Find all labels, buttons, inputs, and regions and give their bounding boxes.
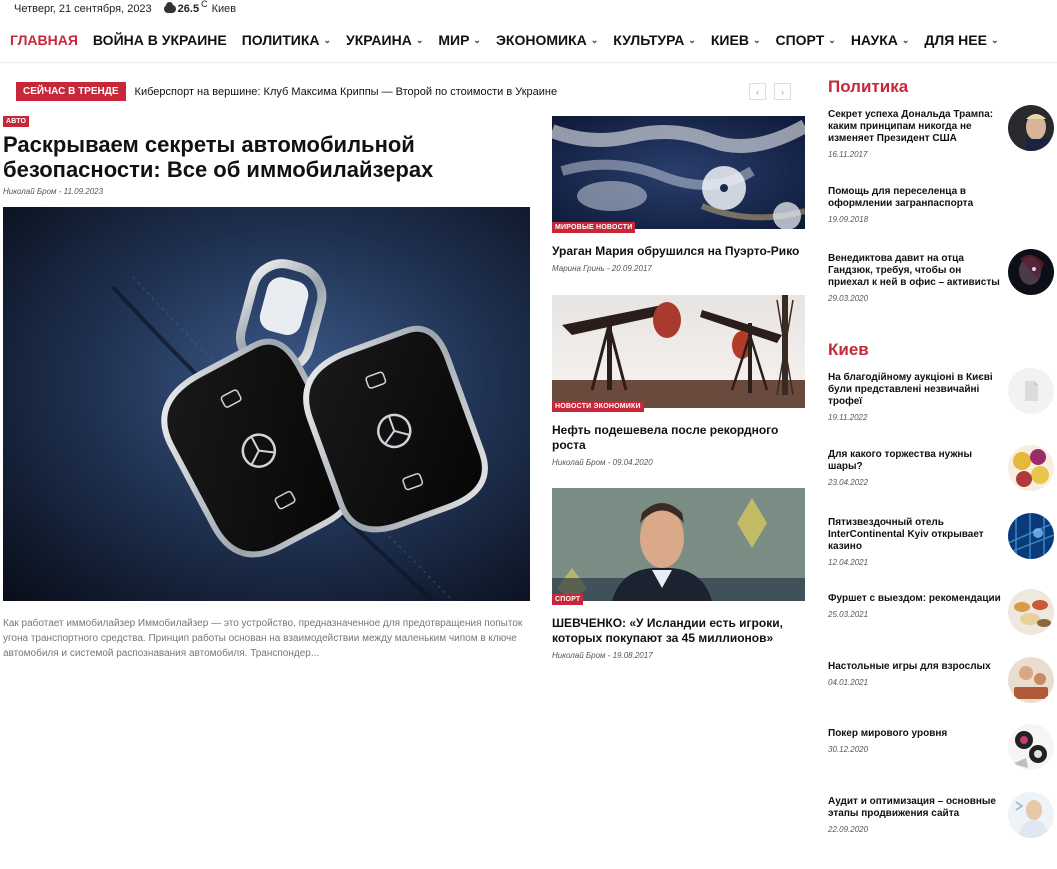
nav-label: ГЛАВНАЯ: [10, 32, 78, 48]
article-card: [552, 295, 805, 467]
weather-city: Киев: [211, 3, 237, 15]
sidebar-item-thumbnail[interactable]: [1008, 445, 1054, 491]
nav-label: ДЛЯ НЕЕ: [924, 32, 987, 48]
sidebar-item-title[interactable]: На благодійному аукціоні в Києві були представлені незвичайні трофеї: [828, 372, 993, 407]
nav-divider: [0, 62, 1057, 63]
article-category[interactable]: СПОРТ: [552, 594, 583, 605]
author-name[interactable]: Николай Бром: [552, 651, 606, 660]
chevron-down-icon: ⌄: [323, 34, 332, 45]
cloud-icon: [164, 5, 176, 13]
main-article-title[interactable]: Раскрываем секреты автомобильной безопасности: Все об иммобилайзерах: [3, 132, 434, 182]
nav-item-for-her[interactable]: [924, 32, 998, 48]
nav-item-culture[interactable]: [613, 32, 696, 48]
article-title[interactable]: Нефть подешевела после рекордного роста: [552, 423, 779, 452]
trending-badge: СЕЙЧАС В ТРЕНДЕ: [16, 82, 126, 101]
author-name[interactable]: Николай Бром: [552, 458, 606, 467]
publish-date: 23.04.2022: [828, 478, 869, 487]
chevron-down-icon: ⌄: [473, 34, 481, 45]
sidebar-item-title[interactable]: Настольные игры для взрослых: [828, 661, 991, 672]
article-title[interactable]: Ураган Мария обрушился на Пуэрто-Рико: [552, 244, 800, 258]
nav-label: КУЛЬТУРА: [613, 32, 685, 48]
nav-label: ВОЙНА В УКРАИНЕ: [92, 32, 227, 48]
article-meta: Марина Гринь - 20.09.2017: [552, 264, 652, 273]
publish-date: 25.03.2021: [828, 610, 869, 619]
nav-label: ЭКОНОМИКА: [495, 32, 587, 48]
article-category[interactable]: МИРОВЫЕ НОВОСТИ: [552, 222, 635, 233]
chevron-down-icon: ⌄: [688, 34, 696, 45]
article-category[interactable]: НОВОСТИ ЭКОНОМИКИ: [552, 401, 644, 412]
nav-item-sport[interactable]: [775, 32, 835, 48]
publish-date: 19.09.2018: [828, 215, 869, 224]
sidebar-list-item: [828, 796, 1057, 846]
author-name[interactable]: Марина Гринь: [552, 264, 605, 273]
author-name[interactable]: Николай Бром: [3, 187, 57, 196]
weather-widget: [164, 0, 237, 15]
publish-date: 22.09.2020: [828, 825, 869, 834]
sidebar-item-title[interactable]: Покер мирового уровня: [828, 728, 948, 739]
publish-date: 12.04.2021: [828, 558, 869, 567]
nav-label: КИЕВ: [710, 32, 749, 48]
nav-label: ПОЛИТИКА: [241, 32, 320, 48]
article-meta: Николай Бром - 09.04.2020: [552, 458, 653, 467]
sidebar-item-thumbnail[interactable]: [1008, 249, 1054, 295]
publish-date: 19.08.2017: [612, 651, 653, 660]
sidebar-item-title[interactable]: Фуршет с выездом: рекомендации: [828, 593, 1001, 604]
article-meta: Николай Бром - 19.08.2017: [552, 651, 653, 660]
chevron-down-icon: ⌄: [901, 34, 910, 45]
sidebar-list-item: [828, 593, 1057, 643]
sidebar-kiev-heading[interactable]: Киев: [828, 340, 869, 359]
publish-date: 04.01.2021: [828, 678, 869, 687]
temperature: 26.5: [177, 3, 200, 15]
nav-item-economy[interactable]: [496, 32, 598, 48]
prev-arrow-icon[interactable]: ‹: [749, 83, 766, 100]
sidebar-list-item: [828, 517, 1057, 567]
sidebar-item-title[interactable]: Помощь для переселенца в оформлении загранпаспорта: [828, 186, 974, 209]
sidebar-item-thumbnail[interactable]: [1008, 792, 1054, 838]
article-title[interactable]: ШЕВЧЕНКО: «У Исландии есть игроки, которых покупают за 45 миллионов»: [552, 616, 783, 645]
nav-label: НАУКА: [850, 32, 898, 48]
nav-label: СПОРТ: [775, 32, 825, 48]
main-article-excerpt: Как работает иммобилайзер Иммобилайзер — это устройство, предназначенное для предотвращения попыток угона транспортного средства. Принцип работы основан на взаимодействии между маленьким чипом в ключе автомобиля и системой распознавания автомобиля. Транспондер...: [3, 618, 523, 659]
sidebar-list-item: [828, 186, 1057, 236]
chevron-down-icon: ⌄: [752, 34, 761, 45]
nav-item-war[interactable]: [93, 32, 227, 48]
publish-date: 09.04.2020: [612, 458, 653, 467]
sidebar-list-item: [828, 661, 1057, 711]
current-date: Четверг, 21 сентября, 2023: [14, 3, 152, 15]
article-image[interactable]: [552, 395, 805, 412]
trending-ticker: [16, 82, 557, 101]
publish-date: 20.09.2017: [611, 264, 652, 273]
sidebar-item-thumbnail[interactable]: [1008, 589, 1054, 635]
publish-date: 16.11.2017: [828, 150, 868, 159]
main-article-category[interactable]: АВТО: [3, 116, 29, 127]
nav-item-politics[interactable]: [242, 32, 331, 48]
sidebar-list-item: [828, 372, 1057, 422]
nav-label: УКРАИНА: [346, 32, 412, 48]
sidebar-item-title[interactable]: Для какого торжества нужны шары?: [828, 449, 973, 472]
temperature-unit: C: [201, 0, 208, 9]
sidebar-list-item: [828, 728, 1057, 778]
article-image[interactable]: [552, 216, 805, 233]
publish-date: 19.11.2022: [828, 413, 868, 422]
sidebar-item-title[interactable]: Секрет успеха Дональда Трампа: каким принципам никогда не изменяет Президент США: [828, 109, 994, 144]
sidebar-item-thumbnail[interactable]: [1008, 513, 1054, 559]
sidebar-item-thumbnail[interactable]: [1008, 657, 1054, 703]
main-nav: [10, 28, 1014, 52]
article-card: [552, 116, 805, 273]
article-image[interactable]: [552, 588, 805, 605]
main-article-meta: Николай Бром - 11.09.2023: [3, 187, 104, 196]
nav-label: МИР: [438, 32, 470, 48]
sidebar-politics-heading[interactable]: Политика: [828, 77, 909, 96]
chevron-down-icon: ⌄: [828, 34, 836, 45]
nav-item-kiev[interactable]: [711, 32, 761, 48]
nav-item-science[interactable]: [851, 32, 910, 48]
sidebar-item-title[interactable]: Пятизвездочный отель InterContinental Kyiv открывает казино: [828, 517, 984, 552]
sidebar-item-thumbnail[interactable]: [1008, 105, 1054, 151]
trending-controls: [749, 83, 799, 100]
sidebar-item-thumbnail[interactable]: [1008, 724, 1054, 770]
trending-headline[interactable]: Киберспорт на вершине: Клуб Максима Криппы — Второй по стоимости в Украине: [134, 85, 558, 98]
chevron-down-icon: ⌄: [415, 34, 424, 45]
chevron-down-icon: ⌄: [590, 34, 599, 45]
publish-date: 11.09.2023: [63, 187, 104, 196]
publish-date: 30.12.2020: [828, 745, 869, 754]
nav-item-home[interactable]: [10, 32, 78, 48]
sidebar-item-title[interactable]: Венедиктова давит на отца Гандзюк, требуя, чтобы он приехал к ней в офис – активисты: [828, 253, 1000, 288]
nav-item-world[interactable]: [438, 32, 481, 48]
top-bar: [14, 2, 236, 16]
chevron-down-icon: ⌄: [990, 34, 999, 45]
nav-item-ukraine[interactable]: [346, 32, 423, 48]
sidebar-item-thumbnail[interactable]: [1008, 368, 1054, 414]
next-arrow-icon[interactable]: ›: [774, 83, 791, 100]
publish-date: 29.03.2020: [828, 294, 869, 303]
sidebar-list-item: [828, 449, 1057, 499]
main-article-image[interactable]: [3, 207, 530, 601]
sidebar-list-item: [828, 109, 1057, 159]
sidebar-list-item: [828, 253, 1057, 303]
sidebar-item-title[interactable]: Аудит и оптимизация – основные этапы продвижения сайта: [828, 796, 996, 819]
article-card: [552, 488, 805, 660]
